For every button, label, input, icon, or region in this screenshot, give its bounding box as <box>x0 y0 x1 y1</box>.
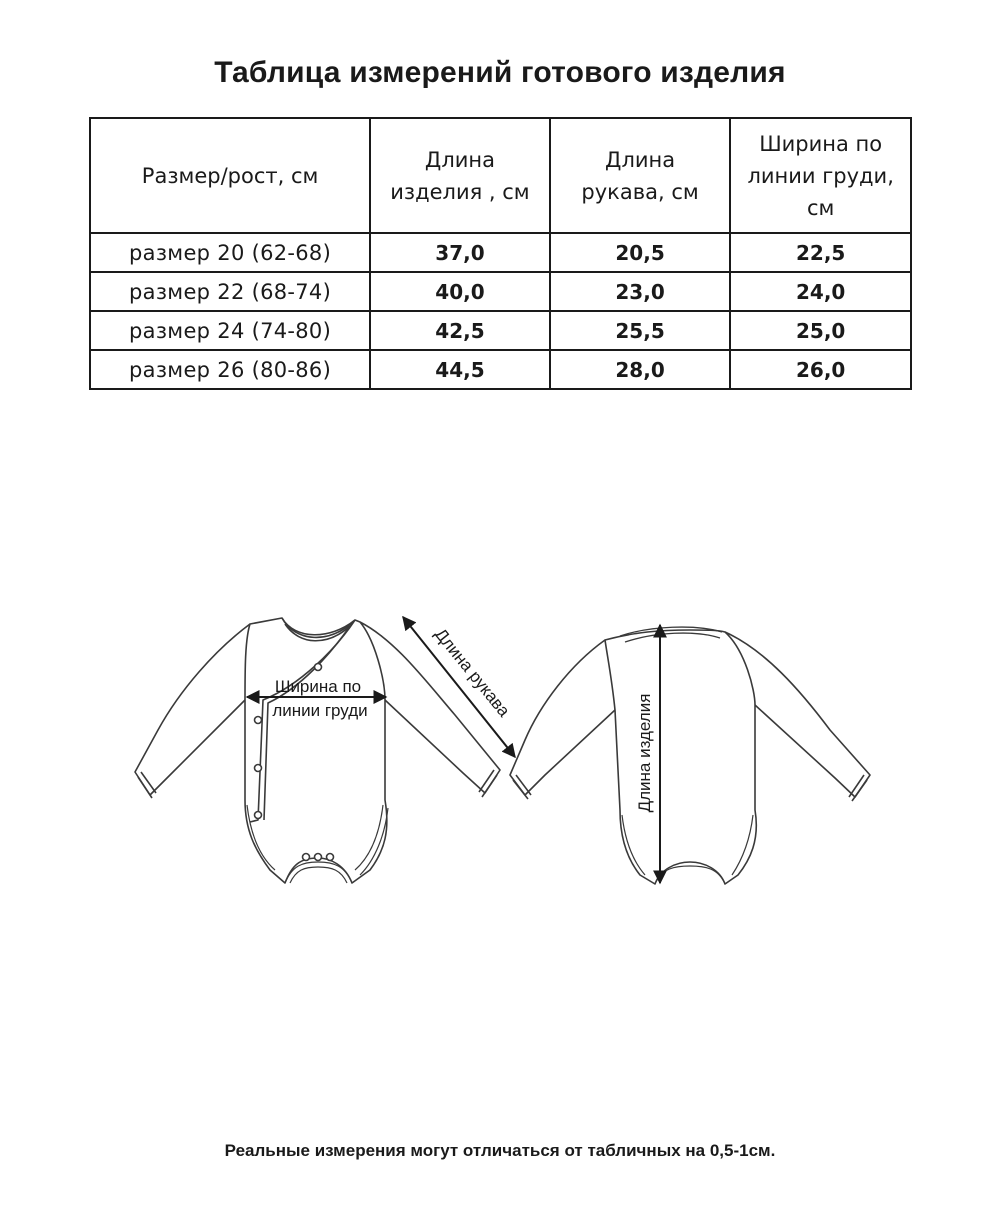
table-header-row <box>90 118 911 233</box>
garment-diagram <box>0 590 1000 900</box>
header-chest-width-line-1: Ширина по <box>759 131 883 156</box>
header-size-line: Размер/рост, см <box>141 163 319 188</box>
table-cell-size: размер 22 (68-74) <box>90 272 370 311</box>
front-bodysuit-drawing <box>135 618 500 883</box>
chest-width-label-line-2: линии груди <box>272 701 368 720</box>
table-cell-garment-length: 40,0 <box>370 272 550 311</box>
header-garment-length-line-2: изделия , см <box>390 179 530 204</box>
header-size <box>90 118 370 233</box>
table-cell-chest-width: 25,0 <box>730 311 911 350</box>
table-cell-chest-width: 22,5 <box>730 233 911 272</box>
table-cell-size: размер 20 (62-68) <box>90 233 370 272</box>
header-chest-width <box>730 118 911 233</box>
measurement-note: Реальные измерения могут отличаться от табличных на 0,5-1см. <box>224 1141 776 1160</box>
table-cell-garment-length: 44,5 <box>370 350 550 389</box>
page-title: Таблица измерений готового изделия <box>214 56 786 89</box>
sleeve-length-label: Длина рукава <box>430 624 514 721</box>
table-cell-size: размер 24 (74-80) <box>90 311 370 350</box>
table-row <box>90 233 911 272</box>
size-table <box>89 117 912 390</box>
table-cell-chest-width: 24,0 <box>730 272 911 311</box>
table-cell-chest-width: 26,0 <box>730 350 911 389</box>
header-sleeve-length <box>550 118 731 233</box>
table-cell-size: размер 26 (80-86) <box>90 350 370 389</box>
header-chest-width-line-2: линии груди, <box>747 163 894 188</box>
table-row <box>90 272 911 311</box>
table-cell-sleeve-length: 23,0 <box>550 272 731 311</box>
table-cell-garment-length: 42,5 <box>370 311 550 350</box>
garment-length-label: Длина изделия <box>635 693 654 813</box>
header-sleeve-length-line-2: рукава, см <box>581 179 699 204</box>
header-sleeve-length-line-1: Длина <box>605 147 676 172</box>
header-chest-width-line-3: см <box>806 195 835 220</box>
chest-width-label-line-1: Ширина по <box>274 677 362 696</box>
header-garment-length <box>370 118 550 233</box>
table-cell-garment-length: 37,0 <box>370 233 550 272</box>
table-cell-sleeve-length: 25,5 <box>550 311 731 350</box>
table-cell-sleeve-length: 28,0 <box>550 350 731 389</box>
back-bodysuit-drawing <box>510 627 870 884</box>
table-row <box>90 311 911 350</box>
table-cell-sleeve-length: 20,5 <box>550 233 731 272</box>
header-garment-length-line-1: Длина <box>424 147 495 172</box>
table-row <box>90 350 911 389</box>
